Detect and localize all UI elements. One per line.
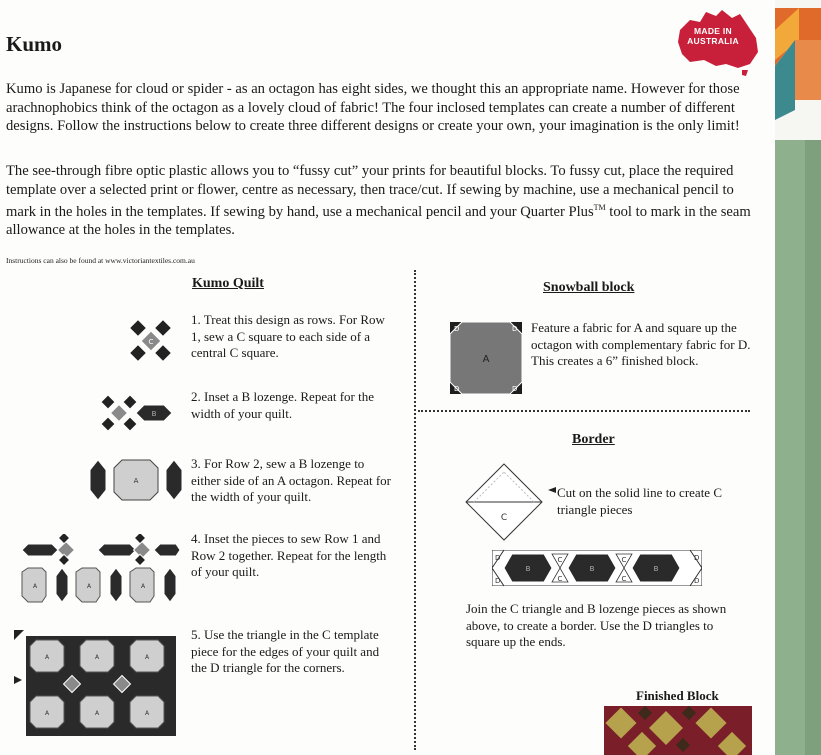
piece-label: A [482,354,490,365]
piece-label: B [653,565,659,573]
arrow-icon [548,487,556,493]
step-2-diagram [94,392,174,434]
snowball-block-diagram [450,322,522,394]
piece-label: A [94,710,100,717]
kumo-quilt-heading: Kumo Quilt [192,276,264,291]
piece-label: A [140,583,146,590]
horizontal-divider [418,410,750,412]
piece-label: C [621,575,627,583]
finished-block-photo [604,706,752,755]
fussy-cut-paragraph [6,162,766,240]
piece-label: A [44,710,50,717]
step-5-text: 5. Use the triangle in the C template piece for the edges of your quilt and the D triangle for the corners. [191,627,380,675]
piece-label: D [454,325,460,333]
badge-line-1: MADE IN [694,26,732,36]
fussy-cut-text-1: The see-through fibre optic plastic allows you to “fussy cut” your prints for beautiful blocks. To fussy cut, place the required template over a selected print or flower, centre as necessary, then trace/cut. If sewing by machine, use a mechanical pencil to mark in the holes in the templates. If sewing by hand, use a mechanical pencil and your Quarter Plus [6,163,734,220]
piece-label: B [151,410,157,418]
piece-label: A [32,583,38,590]
vertical-divider [414,270,416,750]
trademark-sup: TM [593,203,606,212]
piece-label: D [495,554,501,562]
badge-line-2: AUSTRALIA [687,36,739,46]
made-in-australia-badge [676,8,768,76]
piece-label: D [512,385,518,393]
piece-label: D [495,577,501,585]
piece-label: A [94,654,100,661]
piece-label: C [557,575,563,583]
step-5-diagram [14,630,182,738]
step-2-text: 2. Inset a B lozenge. Repeat for the width of your quilt. [191,389,375,421]
step-3-text: 3. For Row 2, sew a B lozenge to either side of an A octagon. Repeat for the width of your quilt. [191,456,391,504]
fussy-cut-text-2: tool to mark in the seam allowance at the holes in the templates. [6,203,751,239]
border-heading: Border [572,432,615,447]
piece-label: D [512,325,518,333]
piece-label: C [500,513,508,523]
piece-label: B [589,565,595,573]
page-title: Kumo [6,32,63,56]
piece-label: C [557,556,563,564]
snowball-heading: Snowball block [543,280,635,295]
finished-block-heading: Finished Block [636,688,719,703]
step-1-text: 1. Treat this design as rows. For Row 1, sew a C square to each side of a central C square. [191,312,385,360]
step-4-diagram [20,534,182,604]
piece-label: D [454,385,460,393]
step-3-diagram [88,458,188,502]
step-1-diagram [126,316,176,366]
border-join-text: Join the C triangle and B lozenge pieces as shown above, to create a border. Use the D triangles to square up the ends. [466,601,727,649]
piece-label: A [133,477,139,485]
intro-paragraph: Kumo is Japanese for cloud or spider - as an octagon has eight sides, we thought this an appropriate name. However for those arachnophobics think of the octagon as a lovely cloud of fabric! The four inclosed templates can create a number of different designs. Follow the instructions below to create three different designs or create your own, your imagination is the only limit! [6,81,740,134]
instructions-url-note: Instructions can also be found at www.victoriantextiles.com.au [6,256,195,265]
badge-label [676,26,750,46]
piece-label: A [44,654,50,661]
piece-label: A [86,583,92,590]
piece-label: D [694,577,700,585]
piece-label: A [144,710,150,717]
piece-label: C [621,556,627,564]
snowball-text: Feature a fabric for A and square up the octagon with complementary fabric for D. This creates a 6” finished block. [531,320,751,368]
piece-label: C [148,338,154,346]
border-c-template-diagram [464,462,560,542]
piece-label: B [525,565,531,573]
step-4-text: 4. Inset the pieces to sew Row 1 and Row 2 together. Repeat for the length of your quilt. [191,531,387,579]
right-page-edge [775,0,821,755]
border-cut-note: Cut on the solid line to create C triangle pieces [557,485,722,517]
border-strip-diagram [492,550,702,586]
piece-label: D [694,554,700,562]
cover-edge-graphic [775,0,821,755]
piece-label: A [144,654,150,661]
